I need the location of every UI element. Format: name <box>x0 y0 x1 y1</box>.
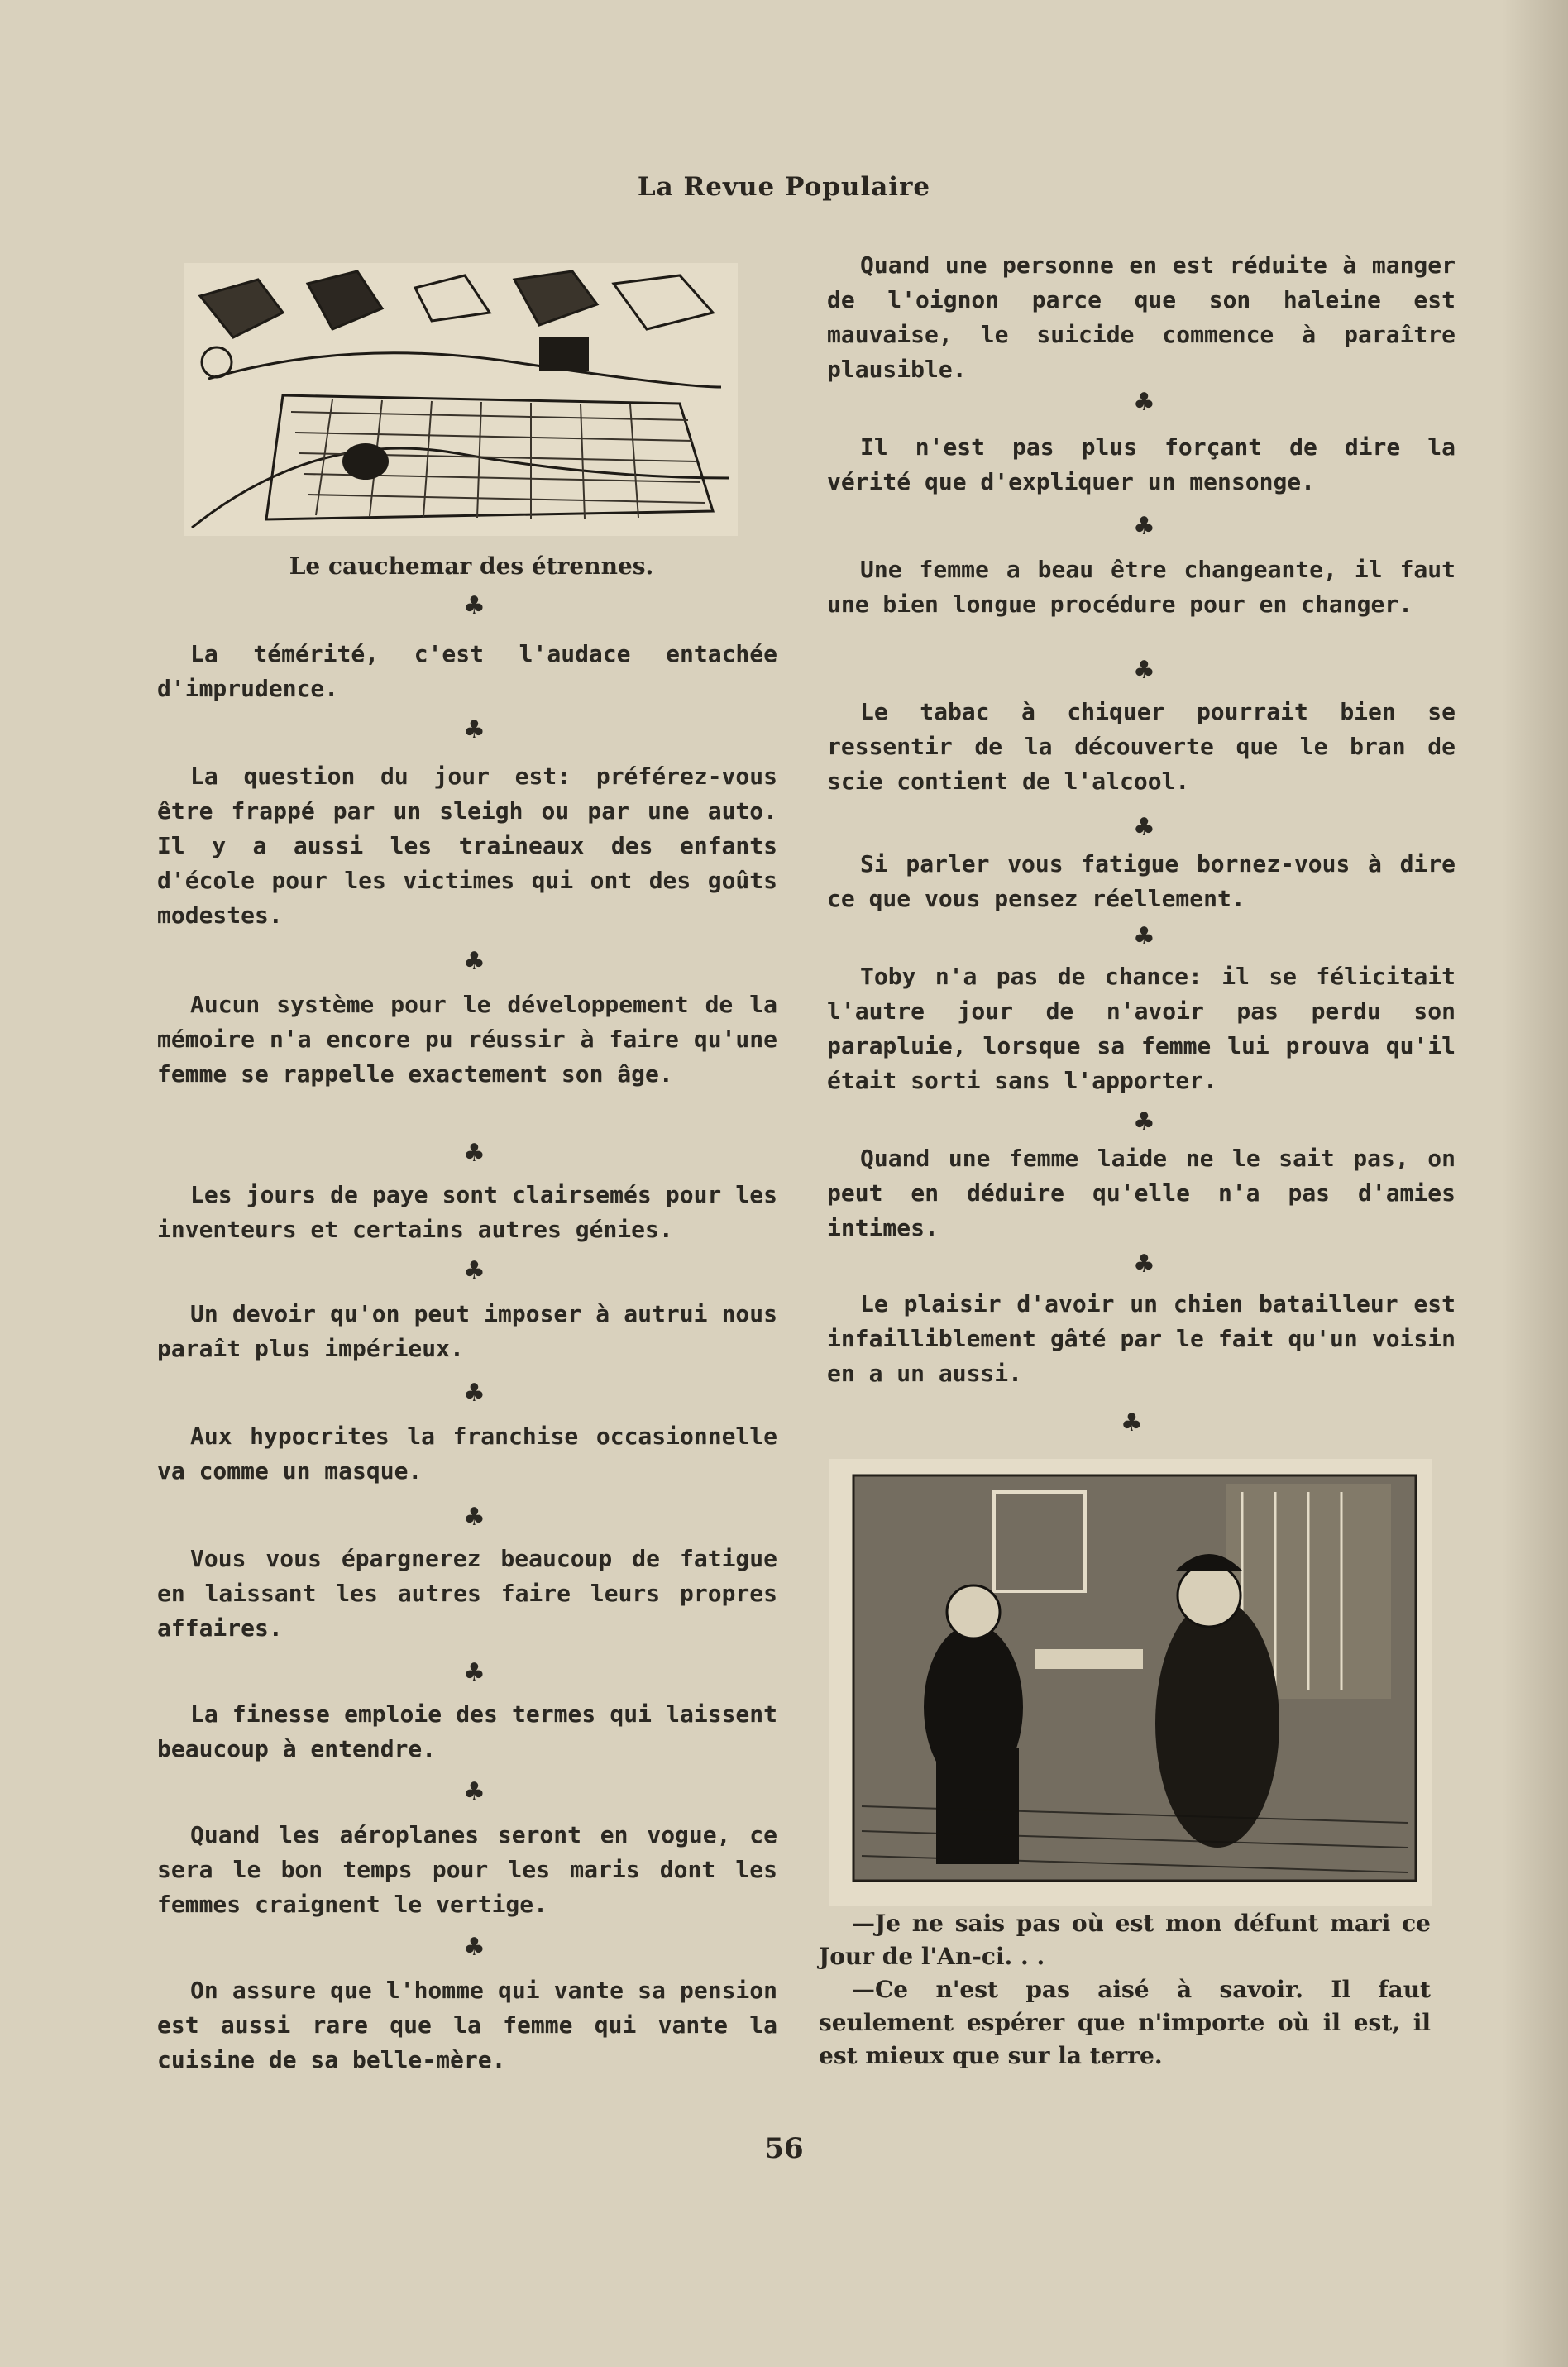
separator-club-icon: ♣ <box>1133 922 1155 951</box>
left-paragraph: La question du jour est: préférez-vous être frappé par un sleigh ou par une auto. Il y a aussi les traineaux des enfants d'école pour les victimes qui ont des goûts modestes. <box>157 763 777 929</box>
separator-club-icon: ♣ <box>463 1777 485 1806</box>
right-paragraph: Le tabac à chiquer pourrait bien se ressentir de la découverte que le bran de scie contient de l'alcool. <box>827 698 1456 795</box>
separator-club-icon: ♣ <box>463 591 485 620</box>
separator-club-icon: ♣ <box>463 947 485 976</box>
separator-club-icon: ♣ <box>463 1933 485 1962</box>
left-paragraph: Vous vous épargnerez beaucoup de fatigue en laissant les autres faire leurs propres affaires. <box>157 1545 777 1642</box>
separator-club-icon: ♣ <box>1133 1107 1155 1136</box>
right-paragraph: Quand une femme laide ne le sait pas, on peut en déduire qu'elle n'a pas d'amies intimes. <box>827 1145 1456 1241</box>
left-paragraph: Un devoir qu'on peut imposer à autrui nous paraît plus impérieux. <box>157 1300 777 1362</box>
dialogue-line: —Je ne sais pas où est mon défunt mari ce Jour de l'An-ci. . . <box>819 1910 1431 1970</box>
separator-club-icon: ♣ <box>463 1658 485 1687</box>
dialogue-line: —Ce n'est pas aisé à savoir. Il faut seulement espérer que n'importe où il est, il est mieux que sur la terre. <box>819 1976 1431 2069</box>
separator-club-icon: ♣ <box>1133 656 1155 685</box>
left-paragraph: On assure que l'homme qui vante sa pension est aussi rare que la femme qui vante la cuisine de sa belle-mère. <box>157 1977 777 2073</box>
illustration-dialogue <box>819 1907 1431 2073</box>
left-paragraph: Quand les aéroplanes seront en vogue, ce sera le bon temps pour les maris dont les femmes craignent le vertige. <box>157 1821 777 1918</box>
left-paragraph: Aux hypocrites la franchise occasionnelle va comme un masque. <box>157 1423 777 1485</box>
right-paragraph: Il n'est pas plus forçant de dire la vérité que d'expliquer un mensonge. <box>827 433 1456 495</box>
separator-club-icon: ♣ <box>1133 388 1155 417</box>
separator-club-icon: ♣ <box>463 1379 485 1408</box>
separator-club-icon: ♣ <box>1133 512 1155 541</box>
separator-club-icon: ♣ <box>463 1503 485 1532</box>
left-paragraph: Aucun système pour le développement de la mémoire n'a encore pu réussir à faire qu'une femme se rappelle exactement son âge. <box>157 991 777 1088</box>
left-paragraph: La finesse emploie des termes qui laissent beaucoup à entendre. <box>157 1700 777 1762</box>
right-paragraph: Si parler vous fatigue bornez-vous à dire ce que vous pensez réellement. <box>827 850 1456 912</box>
right-paragraph: Toby n'a pas de chance: il se félicitait l'autre jour de n'avoir pas perdu son parapluie, lorsque sa femme lui prouva qu'il était sorti sans l'apporter. <box>827 963 1456 1094</box>
right-paragraph: Quand une personne en est réduite à manger de l'oignon parce que son haleine est mauvaise, le suicide commence à paraître plausible. <box>827 251 1456 383</box>
left-paragraph: La témérité, c'est l'audace entachée d'imprudence. <box>157 640 777 702</box>
separator-club-icon: ♣ <box>1133 813 1155 842</box>
right-paragraph: Le plaisir d'avoir un chien batailleur est infailliblement gâté par le fait qu'un voisin en a un aussi. <box>827 1290 1456 1387</box>
illustration-caption: Le cauchemar des étrennes. <box>289 552 654 580</box>
nightmare-illustration <box>184 263 738 536</box>
right-paragraph: Une femme a beau être changeante, il faut une bien longue procédure pour en changer. <box>827 556 1456 618</box>
separator-club-icon: ♣ <box>463 1139 485 1168</box>
page-header-title: La Revue Populaire <box>637 172 931 202</box>
separator-club-icon: ♣ <box>463 1256 485 1285</box>
page-number: 56 <box>764 2132 804 2165</box>
left-paragraph: Les jours de paye sont clairsemés pour les inventeurs et certains autres génies. <box>157 1181 777 1243</box>
separator-club-icon: ♣ <box>1121 1408 1143 1437</box>
separator-club-icon: ♣ <box>463 715 485 744</box>
separator-club-icon: ♣ <box>1133 1250 1155 1279</box>
couple-scene-illustration <box>829 1459 1432 1906</box>
page-edge-shadow <box>1502 0 1568 2367</box>
